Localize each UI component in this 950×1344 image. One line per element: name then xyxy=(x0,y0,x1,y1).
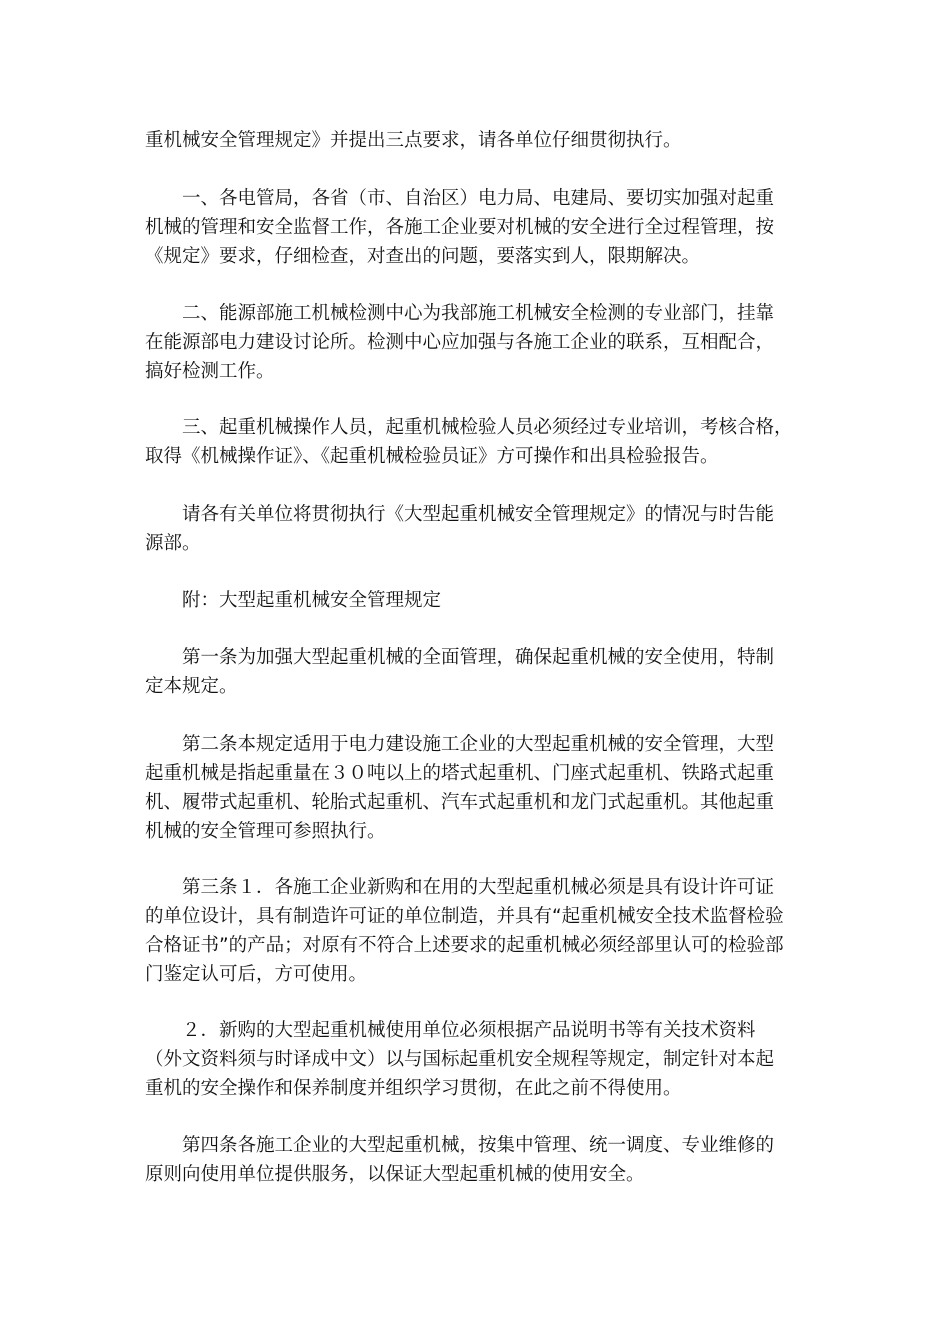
paragraph-article-two xyxy=(145,730,817,846)
paragraph-item-one xyxy=(145,184,817,271)
text-line: 第三条１．各施工企业新购和在用的大型起重机械必须是具有设计许可证 xyxy=(182,877,775,898)
text-line: ２．新购的大型起重机械使用单位必须根据产品说明书等有关技术资料 xyxy=(182,1020,756,1041)
paragraph-article-four xyxy=(145,1131,817,1189)
text-line: 门鉴定认可后，方可使用。 xyxy=(145,964,368,985)
paragraph-request xyxy=(145,500,817,558)
text-line: 取得《机械操作证》、《起重机械检验员证》方可操作和出具检验报告。 xyxy=(145,446,719,467)
text-line: 的单位设计，具有制造许可证的单位制造，并具有“起重机械安全技术监督检验 xyxy=(145,906,784,927)
text-line: 搞好检测工作。 xyxy=(145,361,275,382)
paragraph-article-three-item-two xyxy=(145,1016,817,1103)
document-page xyxy=(145,0,817,1344)
text-line: 第一条为加强大型起重机械的全面管理，确保起重机械的安全使用，特制 xyxy=(182,647,775,668)
text-line: 第二条本规定适用于电力建设施工企业的大型起重机械的安全管理，大型 xyxy=(182,734,775,755)
text-line: 重机的安全操作和保养制度并组织学习贯彻，在此之前不得使用。 xyxy=(145,1078,682,1099)
text-line: 附：大型起重机械安全管理规定 xyxy=(182,590,442,611)
paragraph-item-three xyxy=(145,413,817,471)
text-line: 三、起重机械操作人员，起重机械检验人员必须经过专业培训，考核合格， xyxy=(182,417,793,438)
text-line: 《规定》要求，仔细检查，对查出的问题，要落实到人，限期解决。 xyxy=(145,246,701,267)
text-line: 源部。 xyxy=(145,533,201,554)
text-line: 一、各电管局，各省（市、自治区）电力局、电建局、要切实加强对起重 xyxy=(182,188,775,209)
text-line: 机械的管理和安全监督工作，各施工企业要对机械的安全进行全过程管理，按 xyxy=(145,217,775,238)
paragraph-intro-continuation xyxy=(145,126,817,155)
text-line: 合格证书”的产品；对原有不符合上述要求的起重机械必须经部里认可的检验部 xyxy=(145,935,784,956)
text-line: 机械的安全管理可参照执行。 xyxy=(145,821,386,842)
text-line: 第四条各施工企业的大型起重机械，按集中管理、统一调度、专业维修的 xyxy=(182,1135,775,1156)
text-line: 重机械安全管理规定》并提出三点要求，请各单位仔细贯彻执行。 xyxy=(145,130,682,151)
text-line: 机、履带式起重机、轮胎式起重机、汽车式起重机和龙门式起重机。其他起重 xyxy=(145,792,775,813)
paragraph-article-one xyxy=(145,643,817,701)
text-line: 起重机械是指起重量在３０吨以上的塔式起重机、门座式起重机、铁路式起重 xyxy=(145,763,775,784)
text-line: 二、能源部施工机械检测中心为我部施工机械安全检测的专业部门，挂靠 xyxy=(182,303,775,324)
paragraph-article-three xyxy=(145,873,817,989)
text-line: （外文资料须与时译成中文）以与国标起重机安全规程等规定，制定针对本起 xyxy=(145,1049,775,1070)
text-line: 原则向使用单位提供服务，以保证大型起重机械的使用安全。 xyxy=(145,1164,645,1185)
text-line: 定本规定。 xyxy=(145,676,238,697)
paragraph-item-two xyxy=(145,299,817,386)
paragraph-attachment-title xyxy=(145,586,817,615)
text-line: 在能源部电力建设讨论所。检测中心应加强与各施工企业的联系，互相配合， xyxy=(145,332,775,353)
text-line: 请各有关单位将贯彻执行《大型起重机械安全管理规定》的情况与时告能 xyxy=(182,504,775,525)
